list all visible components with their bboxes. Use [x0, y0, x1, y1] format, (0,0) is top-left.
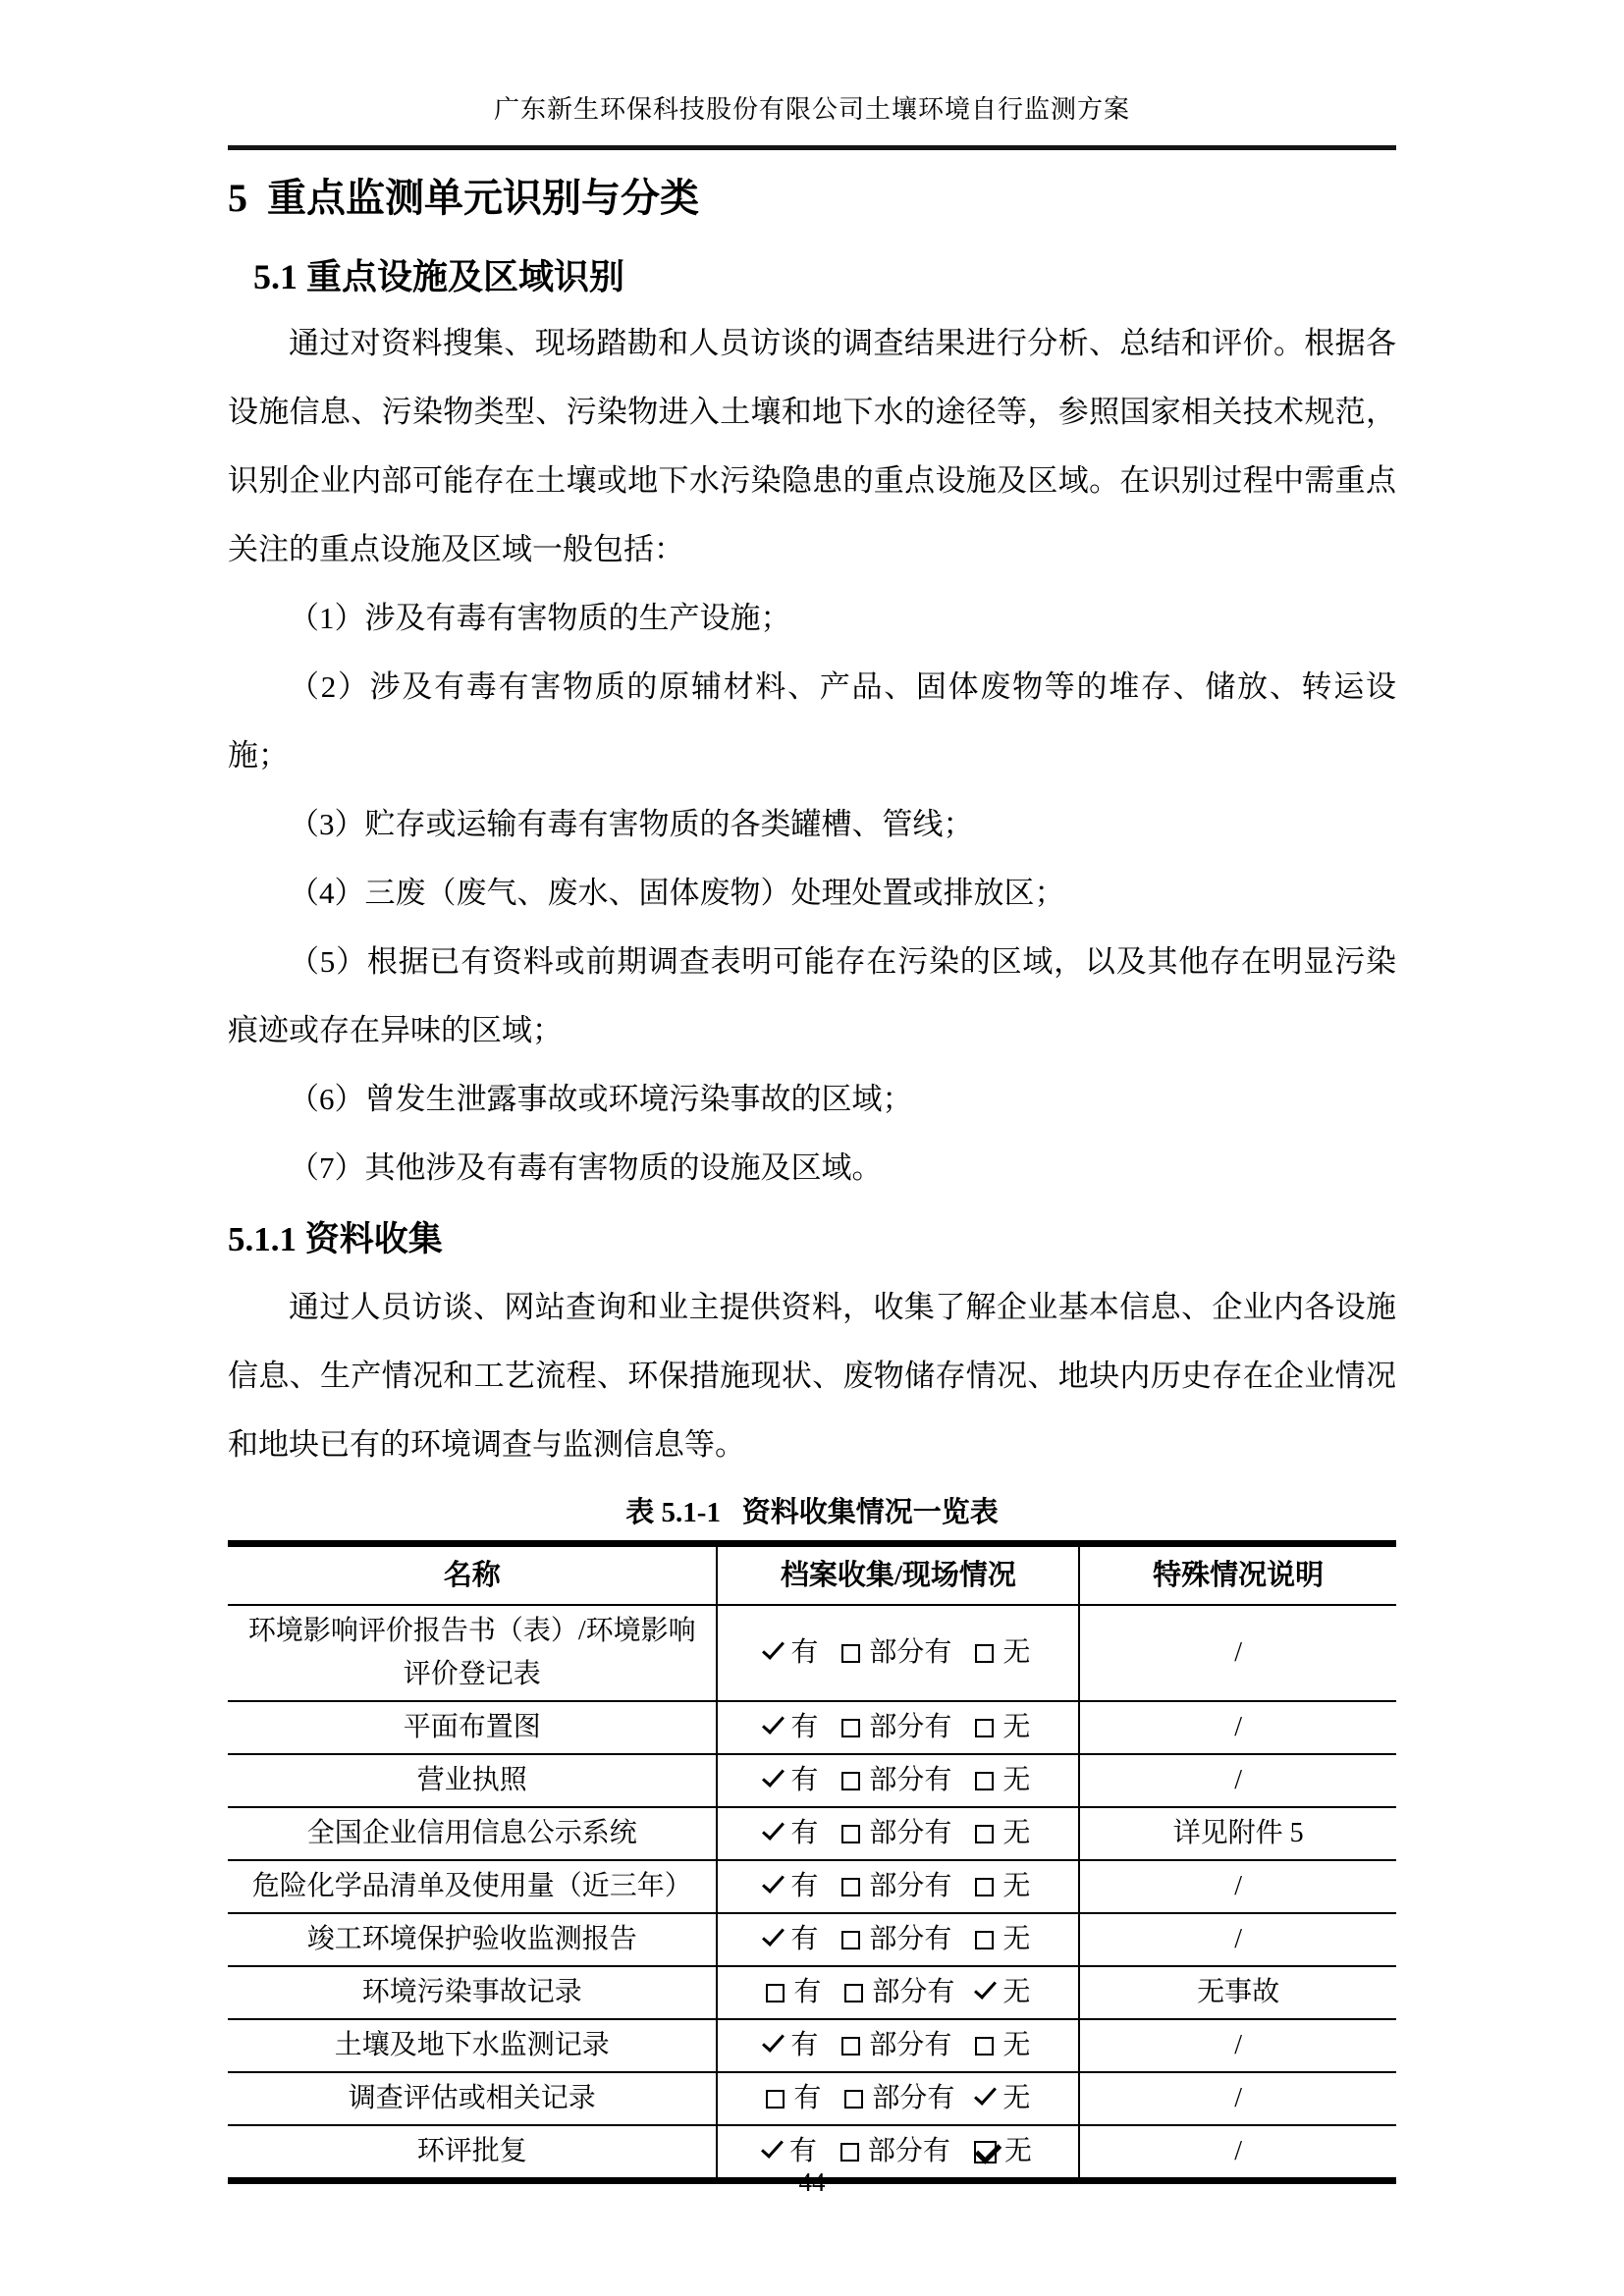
option-none [975, 1759, 1030, 1802]
option-label: 无 [1002, 1924, 1031, 1954]
option-label: 无 [1002, 2083, 1031, 2113]
header-cell-special-note: 特殊情况说明 [1078, 1547, 1396, 1604]
option-partial [844, 2077, 954, 2120]
checkbox-marker-icon [762, 1870, 785, 1894]
option-none [975, 2024, 1030, 2067]
table-caption: 表 5.1-1 资料收集情况一览表 [625, 1497, 999, 1528]
table-cell-name: 全国企业信用信息公示系统 [306, 1818, 637, 1848]
checkbox-marker-icon [844, 1984, 863, 2002]
option-label: 部分有 [869, 1712, 952, 1742]
paragraph-data-collection: 通过人员访谈、网站查询和业主提供资料，收集了解企业基本信息、企业内各设施信息、生产情况和工艺流程、环保措施现状、废物储存情况、地块内历史存在企业情况和地块已有的环境调查与监测信息等。 [228, 1290, 1396, 1462]
header-cell-name: 名称 [443, 1560, 501, 1591]
checkbox-marker-icon [975, 2037, 994, 2056]
table-cell-note: 详见附件 5 [1078, 1808, 1396, 1859]
table-cell-options [716, 2073, 1078, 2124]
table-cell-note: / [1078, 2020, 1396, 2071]
table-cell-name: 调查评估或相关记录 [348, 2083, 596, 2113]
table-cell-options [716, 1914, 1078, 1965]
list-item-1: （1）涉及有毒有害物质的生产设施； [289, 601, 791, 635]
table-cell-note: / [1078, 1861, 1396, 1912]
table-row [228, 1606, 1396, 1702]
option-partial [841, 1918, 951, 1961]
option-label: 无 [1002, 1977, 1031, 2007]
table-cell-note: / [1078, 2126, 1396, 2177]
checkbox-marker-icon [975, 1719, 994, 1737]
option-have [766, 1865, 818, 1908]
checkbox-marker-icon [841, 1719, 860, 1737]
option-partial [841, 2024, 951, 2067]
option-label: 部分有 [869, 1765, 952, 1795]
checkbox-marker-icon [844, 2090, 863, 2109]
option-label: 有 [790, 2030, 819, 2060]
data-collection-table [228, 1540, 1396, 2184]
option-label: 无 [1002, 1712, 1031, 1742]
option-none [978, 1971, 1030, 2014]
paragraph-intro: 通过对资料搜集、现场踏勘和人员访谈的调查结果进行分析、总结和评价。根据各设施信息、污染物类型、污染物进入土壤和地下水的途径等，参照国家相关技术规范，识别企业内部可能存在土壤或地下水污染隐患的重点设施及区域。在识别过程中需重点关注的重点设施及区域一般包括： [228, 326, 1396, 566]
heading-chapter-5: 5 重点监测单元识别与分类 [228, 176, 699, 220]
table-cell-note: / [1078, 1914, 1396, 1965]
checkbox-marker-icon [974, 2082, 997, 2106]
option-label: 有 [793, 2083, 822, 2113]
table-cell-options [716, 1606, 1078, 1700]
checkbox-marker-icon [841, 1825, 860, 1843]
checkbox-marker-icon [762, 1636, 785, 1660]
checkbox-marker-icon [840, 2143, 859, 2162]
table-cell-note: / [1078, 2073, 1396, 2124]
checkbox-marker-icon [974, 2141, 997, 2163]
list-item-2: （2）涉及有毒有害物质的原辅材料、产品、固体废物等的堆存、储放、转运设施； [228, 669, 1396, 773]
option-label: 无 [1002, 1871, 1031, 1901]
list-item-5: （5）根据已有资料或前期调查表明可能存在污染的区域，以及其他存在明显污染痕迹或存在异味的区域； [228, 944, 1396, 1047]
list-item-4: （4）三废（废气、废水、固体废物）处理处置或排放区； [289, 876, 1065, 910]
table-row [228, 1702, 1396, 1755]
option-label: 部分有 [869, 1924, 952, 1954]
checkbox-marker-icon [975, 1931, 994, 1949]
option-have [766, 1971, 821, 2014]
table-cell-name: 环评批复 [416, 2136, 527, 2166]
option-label: 部分有 [869, 1637, 952, 1668]
table-row [228, 1914, 1396, 1967]
option-none [975, 1918, 1030, 1961]
option-label: 有 [790, 1765, 819, 1795]
option-label: 部分有 [869, 1871, 952, 1901]
option-partial [841, 1759, 951, 1802]
table-cell-options [716, 1861, 1078, 1912]
option-have [766, 1918, 818, 1961]
option-label: 无 [1002, 1637, 1031, 1668]
table-row [228, 1861, 1396, 1914]
option-label: 有 [788, 2136, 817, 2166]
heading-section-5-1-1: 5.1.1 资料收集 [228, 1220, 443, 1258]
option-partial [841, 1865, 951, 1908]
checkbox-marker-icon [841, 1772, 860, 1790]
option-have [766, 1759, 818, 1802]
table-cell-options [716, 2020, 1078, 2071]
table-row [228, 2020, 1396, 2073]
table-body [228, 1606, 1396, 2177]
option-partial [841, 1706, 951, 1749]
checkbox-marker-icon [766, 2090, 785, 2109]
checkbox-marker-icon [766, 1984, 785, 2002]
table-header-row [228, 1547, 1396, 1606]
option-partial [844, 1971, 954, 2014]
table-cell-options [716, 1755, 1078, 1806]
option-label: 无 [1002, 1765, 1031, 1795]
option-label: 有 [790, 1871, 819, 1901]
option-label: 无 [1003, 2136, 1032, 2166]
table-cell-note: / [1078, 1606, 1396, 1700]
checkbox-marker-icon [841, 2037, 860, 2056]
option-label: 部分有 [872, 2083, 955, 2113]
option-partial [841, 1812, 951, 1855]
table-cell-name: 竣工环境保护验收监测报告 [306, 1924, 637, 1954]
table-cell-options [716, 1967, 1078, 2018]
table-row [228, 1967, 1396, 2020]
option-none [975, 1865, 1030, 1908]
table-cell-name: 营业执照 [416, 1765, 527, 1795]
option-label: 无 [1002, 1818, 1031, 1848]
option-label: 有 [790, 1637, 819, 1668]
checkbox-marker-icon [762, 1711, 785, 1735]
option-label: 有 [790, 1924, 819, 1954]
option-have [766, 1812, 818, 1855]
document-header-title: 广东新生环保科技股份有限公司土壤环境自行监测方案 [228, 94, 1396, 150]
table-cell-options [716, 1702, 1078, 1753]
list-item-7: （7）其他涉及有毒有害物质的设施及区域。 [289, 1150, 883, 1185]
checkbox-marker-icon [762, 1764, 785, 1788]
checkbox-marker-icon [974, 1976, 997, 2000]
option-partial [841, 1631, 951, 1675]
checkbox-marker-icon [841, 1878, 860, 1896]
option-label: 部分有 [869, 1818, 952, 1848]
checkbox-marker-icon [762, 2029, 785, 2053]
checkbox-marker-icon [975, 1772, 994, 1790]
table-row [228, 1755, 1396, 1808]
table-cell-note: / [1078, 1702, 1396, 1753]
checkbox-marker-icon [975, 1644, 994, 1663]
option-none [975, 1812, 1030, 1855]
heading-section-5-1: 5.1 重点设施及区域识别 [253, 257, 625, 296]
option-label: 有 [790, 1818, 819, 1848]
checkbox-marker-icon [975, 1878, 994, 1896]
table-row [228, 1808, 1396, 1861]
option-none [978, 2077, 1030, 2120]
option-label: 部分有 [872, 1977, 955, 2007]
list-item-3: （3）贮存或运输有毒有害物质的各类罐槽、管线； [289, 807, 974, 841]
table-cell-options [716, 1808, 1078, 1859]
option-label: 有 [793, 1977, 822, 2007]
table-cell-note: 无事故 [1078, 1967, 1396, 2018]
option-label: 部分有 [867, 2136, 950, 2166]
option-have [766, 2077, 821, 2120]
checkbox-marker-icon [841, 1931, 860, 1949]
checkbox-marker-icon [762, 1923, 785, 1947]
table-cell-note: / [1078, 1755, 1396, 1806]
checkbox-marker-icon [841, 1644, 860, 1663]
table-row [228, 2073, 1396, 2126]
option-have [766, 2024, 818, 2067]
checkbox-marker-icon [761, 2135, 784, 2159]
checkbox-marker-icon [762, 1817, 785, 1841]
option-none [975, 1706, 1030, 1749]
header-cell-archive-status: 档案收集/现场情况 [716, 1547, 1078, 1604]
list-item-6: （6）曾发生泄露事故或环境污染事故的区域； [289, 1082, 913, 1116]
table-cell-name: 平面布置图 [403, 1712, 541, 1742]
table-cell-name: 土壤及地下水监测记录 [334, 2030, 610, 2060]
page-number: 44 [798, 2167, 826, 2197]
option-have [766, 1631, 818, 1675]
option-label: 有 [790, 1712, 819, 1742]
option-none [975, 1631, 1030, 1675]
option-label: 部分有 [869, 2030, 952, 2060]
table-cell-name: 危险化学品清单及使用量（近三年） [251, 1871, 692, 1901]
table-cell-name: 环境污染事故记录 [361, 1977, 582, 2007]
option-label: 无 [1002, 2030, 1031, 2060]
option-have [766, 1706, 818, 1749]
checkbox-marker-icon [975, 1825, 994, 1843]
table-cell-name: 环境影响评价报告书（表）/环境影响评价登记表 [247, 1616, 696, 1689]
